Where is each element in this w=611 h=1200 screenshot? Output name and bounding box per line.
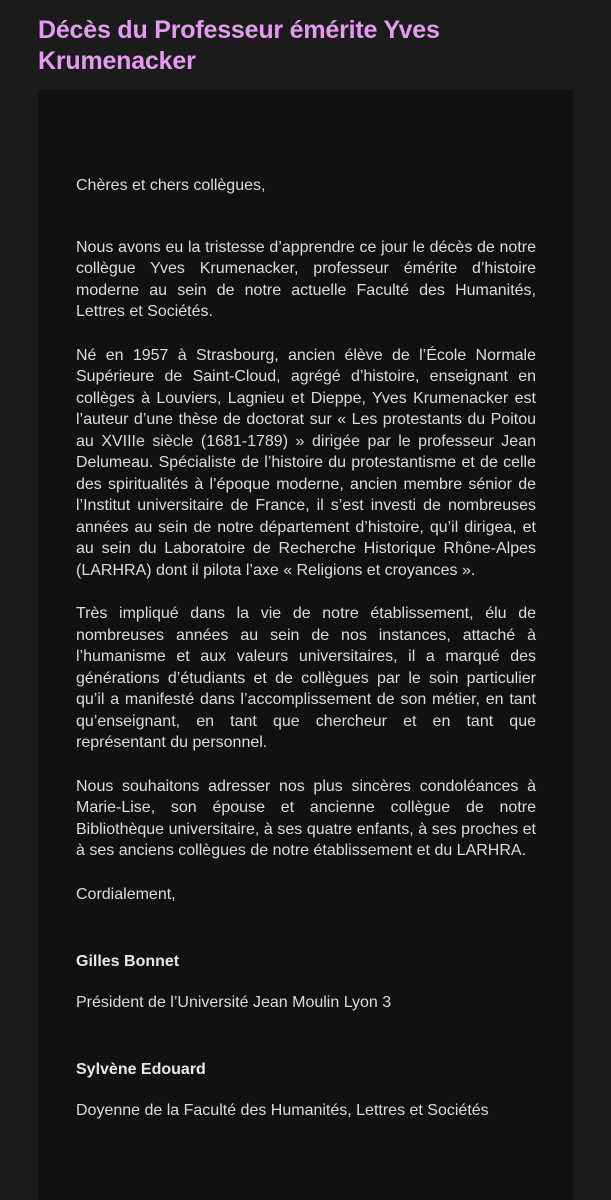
signer-role-dean: Doyenne de la Faculté des Humanités, Lettres et Sociétés xyxy=(76,1101,489,1119)
letter-paragraph-2: Né en 1957 à Strasbourg, ancien élève de l’École Normale Supérieure de Saint-Cloud, agrégé d’histoire, enseignant en collèges à Louviers, Lagnieu et Dieppe, Yves Krumenacker est l’auteur d’une thèse de doctorat sur « Les protestants du Poitou au XVIIIe siècle (1681-1789) » dirigée par le professeur Jean Delumeau. Spécialiste de l’histoire du protestantisme et de celle des spiritualités à l’époque moderne, ancien membre sénior de l’Institut universitaire de France, il s’est investi de nombreuses années au sein de notre département d’histoire, qu’il dirigea, et au sein du Laboratoire de Recherche Historique Rhône-Alpes (LARHRA) dont il pilota l’axe « Religions et croyances ». xyxy=(76,346,536,579)
page-title: Décès du Professeur émérite Yves Krumenacker xyxy=(38,16,440,75)
letter-salutation: Chères et chers collègues, xyxy=(76,177,266,194)
signer-name-dean: Sylvène Edouard xyxy=(76,1061,206,1078)
signer-name-president: Gilles Bonnet xyxy=(76,953,180,970)
letter-closing: Cordialement, xyxy=(76,885,176,903)
letter-paragraph-1: Nous avons eu la tristesse d’apprendre ce jour le décès de notre collègue Yves Krumenacker, professeur émérite d’histoire moderne au sein de notre actuelle Faculté des Humanités, Lettres et Sociétés. xyxy=(76,238,536,320)
letter-paragraph-4: Nous souhaitons adresser nos plus sincères condoléances à Marie-Lise, son épouse et ancienne collègue de notre Bibliothèque universitaire, à ses quatre enfants, à ses proches et à ses anciens collègues de notre établissement et du LARHRA. xyxy=(76,777,536,859)
signer-role-president: Président de l’Université Jean Moulin Lyon 3 xyxy=(76,993,392,1011)
letter-paragraph-3: Très impliqué dans la vie de notre établissement, élu de nombreuses années au sein de nos instances, attaché à l’humanisme et aux valeurs universitaires, il a marqué des générations d’étudiants et de collègues par le soin particulier qu’il a manifesté dans l’accomplissement de son métier, en tant qu’enseignant, en tant que chercheur et en tant que représentant du personnel. xyxy=(76,605,536,751)
letter-body xyxy=(76,175,536,1121)
